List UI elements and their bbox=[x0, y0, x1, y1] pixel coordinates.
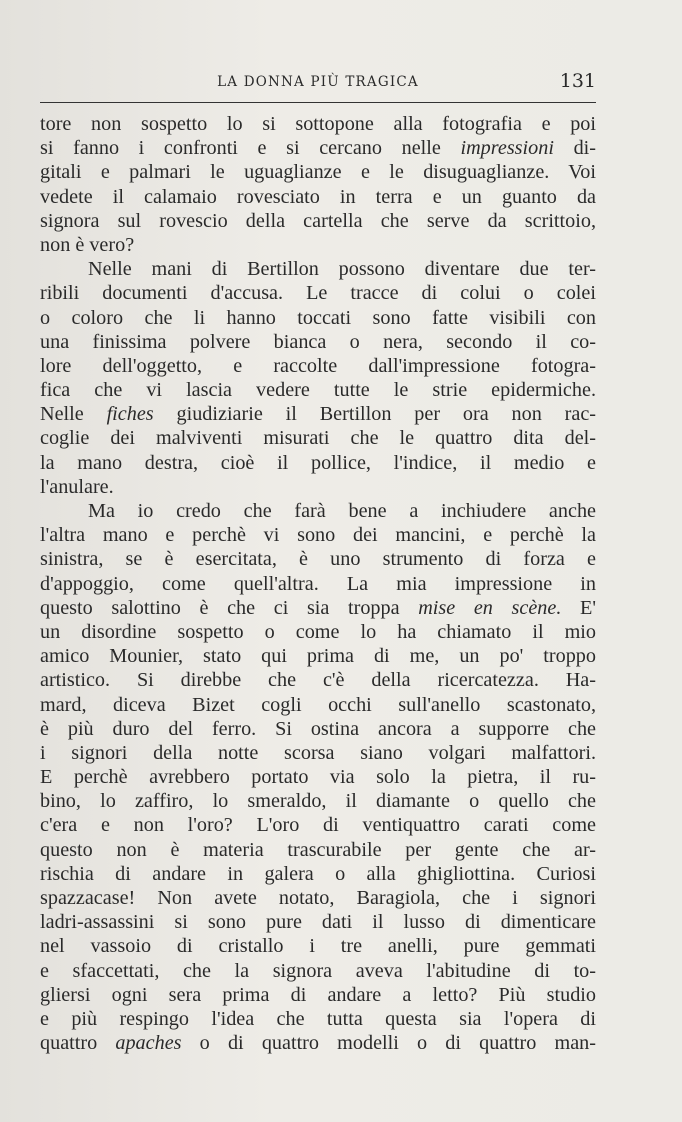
text-run: questo salottino è che ci sia troppa bbox=[40, 596, 419, 619]
text-run: mard, diceva Bizet cogli occhi sull'anello scastonato, bbox=[40, 693, 596, 716]
text-line bbox=[40, 209, 596, 233]
text-line bbox=[40, 620, 596, 644]
text-run: l'altra mano e perchè vi sono dei mancini, e perchè la bbox=[40, 524, 596, 547]
text-run: nel vassoio di cristallo i tre anelli, pure gemmati bbox=[40, 935, 596, 958]
italic-text: mise en scène. bbox=[418, 596, 562, 619]
text-run: Ma io credo che farà bene a inchiudere anche bbox=[88, 500, 596, 522]
text-line bbox=[40, 572, 596, 596]
text-line bbox=[40, 402, 596, 426]
text-run: Nelle bbox=[40, 403, 107, 426]
text-run: o coloro che li hanno toccati sono fatte visibili con bbox=[40, 306, 596, 329]
text-run: ribili documenti d'accusa. Le tracce di colui o colei bbox=[40, 282, 596, 305]
text-line bbox=[40, 160, 596, 184]
text-line bbox=[40, 523, 596, 547]
text-run: e più respingo l'idea che tutta questa sia l'opera di bbox=[40, 1007, 596, 1030]
text-run: E' bbox=[561, 596, 596, 619]
text-line bbox=[40, 499, 596, 523]
text-run: gliersi ogni sera prima di andare a letto? Più studio bbox=[40, 983, 596, 1006]
text-run: gitali e palmari le uguaglianze e le disuguaglianze. Voi bbox=[40, 161, 596, 184]
text-line bbox=[40, 330, 596, 354]
page-header bbox=[40, 70, 596, 98]
text-line bbox=[40, 910, 596, 934]
text-run: signora sul rovescio della cartella che serve da scrittoio, bbox=[40, 209, 596, 232]
text-line bbox=[40, 281, 596, 305]
text-line bbox=[40, 789, 596, 813]
text-run: si fanno i confronti e si cercano nelle bbox=[40, 137, 461, 160]
italic-text: impressioni bbox=[460, 137, 554, 160]
text-run: spazzacase! Non avete notato, Baragiola, che i signori bbox=[40, 887, 596, 909]
text-line bbox=[40, 813, 596, 837]
text-line bbox=[40, 185, 596, 209]
text-run: fica che vi lascia vedere tutte le strie epidermiche. bbox=[40, 379, 596, 402]
text-run: Nelle mani di Bertillon possono diventare due ter- bbox=[88, 258, 596, 281]
text-run: vedete il calamaio rovesciato in terra e un guanto da bbox=[40, 185, 596, 208]
text-run: tore non sospetto lo si sottopone alla fotografia e poi bbox=[40, 113, 596, 135]
text-run: amico Mounier, stato qui prima di me, un po' troppo bbox=[40, 645, 596, 668]
text-run: o di quattro modelli o di quattro man- bbox=[181, 1032, 596, 1055]
text-line bbox=[40, 765, 596, 789]
text-line bbox=[40, 306, 596, 330]
text-line bbox=[40, 136, 596, 160]
text-run: la mano destra, cioè il pollice, l'indice, il medio e bbox=[40, 451, 596, 474]
text-line bbox=[40, 934, 596, 958]
text-line bbox=[40, 233, 596, 257]
text-run: questo non è materia trascurabile per gente che ar- bbox=[40, 838, 596, 861]
text-line bbox=[40, 112, 596, 136]
text-line bbox=[40, 693, 596, 717]
text-run: i signori della notte scorsa siano volgari malfattori. bbox=[40, 741, 596, 764]
text-line bbox=[40, 378, 596, 402]
running-title: LA DONNA PIÙ TRAGICA bbox=[217, 74, 419, 90]
text-line bbox=[40, 1031, 596, 1055]
text-line bbox=[40, 644, 596, 668]
text-line bbox=[40, 983, 596, 1007]
text-run: d'appoggio, come quell'altra. La mia impressione in bbox=[40, 572, 596, 595]
text-line bbox=[40, 354, 596, 378]
text-line bbox=[40, 451, 596, 475]
text-line bbox=[40, 862, 596, 886]
text-run: non è vero? bbox=[40, 233, 135, 256]
text-run: l'anulare. bbox=[40, 475, 114, 498]
text-line bbox=[40, 741, 596, 765]
text-run: è più duro del ferro. Si ostina ancora a supporre che bbox=[40, 717, 596, 740]
text-run: quattro bbox=[40, 1032, 116, 1055]
text-line bbox=[40, 257, 596, 281]
text-run: sinistra, se è esercitata, è uno strumento di forza e bbox=[40, 548, 596, 571]
text-run: di- bbox=[553, 137, 596, 160]
text-run: E perchè avrebbero portato via solo la pietra, il ru- bbox=[40, 766, 596, 789]
italic-text: fiches bbox=[106, 403, 154, 426]
text-run: giudiziarie il Bertillon per ora non rac- bbox=[153, 403, 596, 426]
text-line bbox=[40, 668, 596, 692]
text-run: ladri-assassini si sono pure dati il lusso di dimenticare bbox=[40, 911, 596, 934]
page-number: 131 bbox=[559, 70, 596, 92]
text-run: rischia di andare in galera o alla ghigliottina. Curiosi bbox=[40, 862, 596, 885]
text-run: una finissima polvere bianca o nera, secondo il co- bbox=[40, 330, 596, 353]
text-line bbox=[40, 959, 596, 983]
text-line bbox=[40, 475, 596, 499]
body-text bbox=[40, 112, 596, 1055]
text-run: c'era e non l'oro? L'oro di ventiquattro carati come bbox=[40, 814, 596, 837]
text-line bbox=[40, 717, 596, 741]
text-line bbox=[40, 596, 596, 620]
header-rule bbox=[40, 102, 596, 103]
text-line bbox=[40, 547, 596, 571]
text-line bbox=[40, 838, 596, 862]
text-run: lore dell'oggetto, e raccolte dall'impressione fotogra- bbox=[40, 354, 596, 377]
text-run: un disordine sospetto o come lo ha chiamato il mio bbox=[40, 620, 596, 643]
italic-text: apaches bbox=[115, 1032, 182, 1055]
text-line bbox=[40, 886, 596, 910]
text-line bbox=[40, 426, 596, 450]
text-run: e sfaccettati, che la signora aveva l'abitudine di to- bbox=[40, 959, 596, 982]
text-line bbox=[40, 1007, 596, 1031]
text-run: bino, lo zaffiro, lo smeraldo, il diamante o quello che bbox=[40, 790, 596, 813]
text-run: coglie dei malviventi misurati che le quattro dita del- bbox=[40, 427, 596, 450]
text-run: artistico. Si direbbe che c'è della ricercatezza. Ha- bbox=[40, 669, 596, 692]
